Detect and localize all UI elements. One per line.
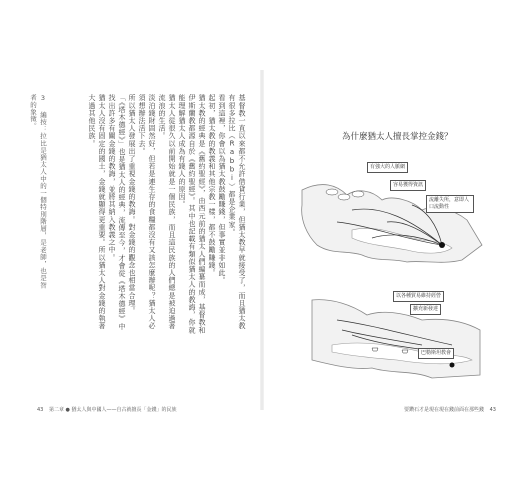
figure-title: 為什麼猶太人擅長掌控金錢？	[342, 132, 453, 142]
map-label: 擴充新發達	[410, 304, 441, 315]
body-column: 猶太人沒有固定的國土，金錢就顯得更重要。所以猶太人對金錢的執著大過其他民族。	[88, 94, 106, 330]
running-header: 第二章 ● 猶太人與中國人——自古就擅長「金錢」的民族	[48, 407, 177, 413]
body-column: 起初，猶太教的教義和其他宗教一樣，都不鼓勵賺錢。	[208, 94, 216, 277]
body-column: 淡泊錢財固然好，但若是連生存的食糧都沒有又該怎麼辦呢？猶太人必須想辦法活下去。	[138, 94, 156, 330]
map-label: 以各種貿易維持經營	[393, 291, 444, 302]
running-header: 要鑽石才是現在現在錢前面在那些錢	[404, 407, 485, 413]
left-footer	[33, 406, 177, 413]
right-footer	[404, 406, 500, 413]
origin-point	[450, 363, 455, 368]
mediterranean-map-illustration	[312, 290, 482, 380]
map-label: 流離失所，意即人口流動性	[426, 195, 474, 213]
body-column: 猶太教的經典是《舊約聖經》，由西元前的猶太人們編纂而成，基督教和伊斯蘭教都源自於《舊約聖經》。其中也記載有類似猶太人的教誨，你就能理解猶太人成為有錢人的原因。	[178, 94, 206, 334]
footnote: 3 編按：拉比是猶太人中的一個特別階層，是老師，也是智者的象徵。	[29, 94, 47, 289]
page-number: 43	[37, 407, 44, 413]
body-column: 「《塔木德經》」也是猶太人的經典，流傳至今，才會從《塔木德經》中找出許多有關金錢的教誨，並將其納入教義之中。	[108, 94, 126, 331]
body-column: 猶太人從很久以前開始就是一個民族，而且這民族的人們總是被迫過著流浪的生活。	[158, 94, 176, 330]
body-column: 看到這裡，你會以為猶太教鼓勵賺錢，但事實並非如此。	[218, 94, 226, 284]
body-column: 基督教一直以來都不允許借貸行業，但猶太教早就接受了，而且猶太教有很多拉比（Rabbi）都是企業家。	[228, 94, 246, 330]
map-label: 有強大的人脈網	[367, 162, 408, 173]
landmass	[312, 300, 480, 378]
body-column: 所以猶太人發展出了重視金錢的教誨。對金錢的觀念也相當合理。	[128, 94, 136, 315]
page-number: 43	[489, 407, 496, 413]
map-label: 巴勒斯坦教會	[418, 348, 454, 359]
body-text	[88, 94, 247, 334]
origin-point	[439, 242, 445, 248]
map-label: 容易獲得資訊	[390, 180, 426, 191]
